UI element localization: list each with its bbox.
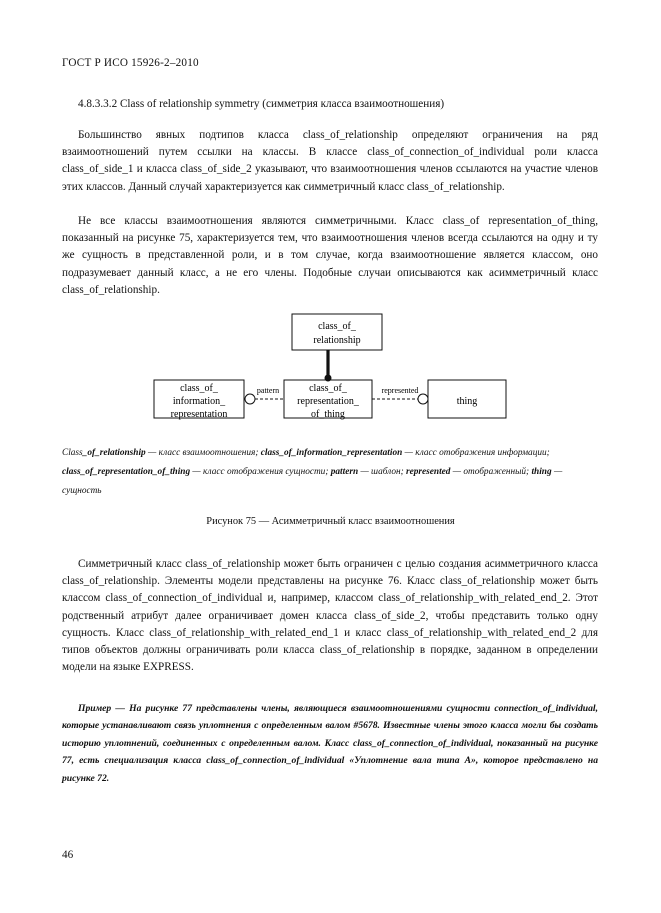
legend-part: — сущность xyxy=(62,467,563,496)
legend-part: — класс отображения сущности; xyxy=(190,467,331,477)
legend-term: thing xyxy=(531,467,552,477)
legend-term: represented xyxy=(406,467,451,477)
box-mid-line3: of_thing xyxy=(311,409,345,420)
box-top-line2: relationship xyxy=(313,335,361,346)
example-note: Пример — На рисунке 77 представлены члены, являющиеся взаимоотношениями сущности connection_of_individual, которые устанавливают связь уплотнения с определенным валом #5678. Известные члены этого класса могли бы создать историю уплотнений, соединенных с определенным валом. Класс class_of_connection_of_individual, показанный на рисунке 77, есть специализация класса class_of_connection_of_individual «Уплотнение вала типа А», которое представлено на рисунке 72. xyxy=(62,703,598,784)
box-top-line1: class_of_ xyxy=(318,321,356,332)
paragraph-1: Большинство явных подтипов класса class_of_relationship определяют ограничения на ряд взаимоотношений путем ссылки на классы. В классе class_of_connection_of_individual роли класса class_of_side_1 и класса class_of_side_2 указывают, что взаимоотношения членов ссылаются на участие членов этих классов. Данный случай характеризуется как симметричный класс class_of_relationship. xyxy=(62,129,598,193)
legend-part: — отображенный; xyxy=(450,467,532,477)
supertype-marker xyxy=(325,375,332,382)
legend-part: Class xyxy=(62,448,83,458)
section-title: 4.8.3.3.2 Class of relationship symmetry (симметрия класса взаимоотношения) xyxy=(78,98,445,110)
figure-caption: Рисунок 75 — Асимметричный класс взаимоотношения xyxy=(206,516,455,527)
label-represented: represented xyxy=(381,386,419,395)
box-left-line3: representation xyxy=(170,409,228,420)
pattern-relation-end-circle xyxy=(245,394,255,404)
legend-term: class_of_information_representation xyxy=(260,448,403,458)
box-mid-line2: representation_ xyxy=(297,396,359,407)
standard-header: ГОСТ Р ИСО 15926-2–2010 xyxy=(62,57,199,69)
paragraph-3: Симметричный класс class_of_relationship может быть ограничен с целью создания асимметричного класса class_of_relationship. Элементы модели представлены на рисунке 76. Класс class_of_relationship может быть классом class_of_connection_of_individual и, например, классом class_of_relationship_with_related_end_2. Этот родственный атрибут далее ограничивает домен класса class_of_side_2, чтобы представить только одну сущность. Класс class_of_relationship_with_related_end_1 и класс class_of_relationship_with_related_end_2 для типов объектов должны ограничивать роли класса class_of_relationship в порядке, заданном в определении модели на языке EXPRESS. xyxy=(62,558,598,674)
legend-part: — класс отображения информации; xyxy=(402,448,550,458)
label-pattern: pattern xyxy=(256,386,280,395)
paragraph-2: Не все классы взаимоотношения являются симметричными. Класс class_of representation_of_thing, показанный на рисунке 75, характеризуется тем, что взаимоотношения членов всегда ссылаются на одну и ту же сущность в представленной роли, и в том случае, когда взаимоотношение является классом, оно подразумевает данный класс, а не его члены. Подобные случаи описываются как асимметричный класс class_of_relationship. xyxy=(62,215,598,296)
legend-part: — шаблон; xyxy=(358,467,407,477)
box-right-label: thing xyxy=(456,396,478,407)
box-left-line2: information_ xyxy=(172,396,226,407)
figure-legend xyxy=(62,444,598,501)
legend-term: pattern xyxy=(330,467,359,477)
legend-term: _of_relationship xyxy=(82,448,146,458)
box-mid-line1: class_of_ xyxy=(309,383,347,394)
legend-part: — класс взаимоотношения; xyxy=(145,448,261,458)
represented-relation-end-circle xyxy=(418,394,428,404)
box-left-line1: class_of_ xyxy=(180,383,218,394)
legend-term: class_of_representation_of_thing xyxy=(62,467,191,477)
figure-75-diagram xyxy=(150,310,510,430)
page-number: 46 xyxy=(62,849,74,861)
